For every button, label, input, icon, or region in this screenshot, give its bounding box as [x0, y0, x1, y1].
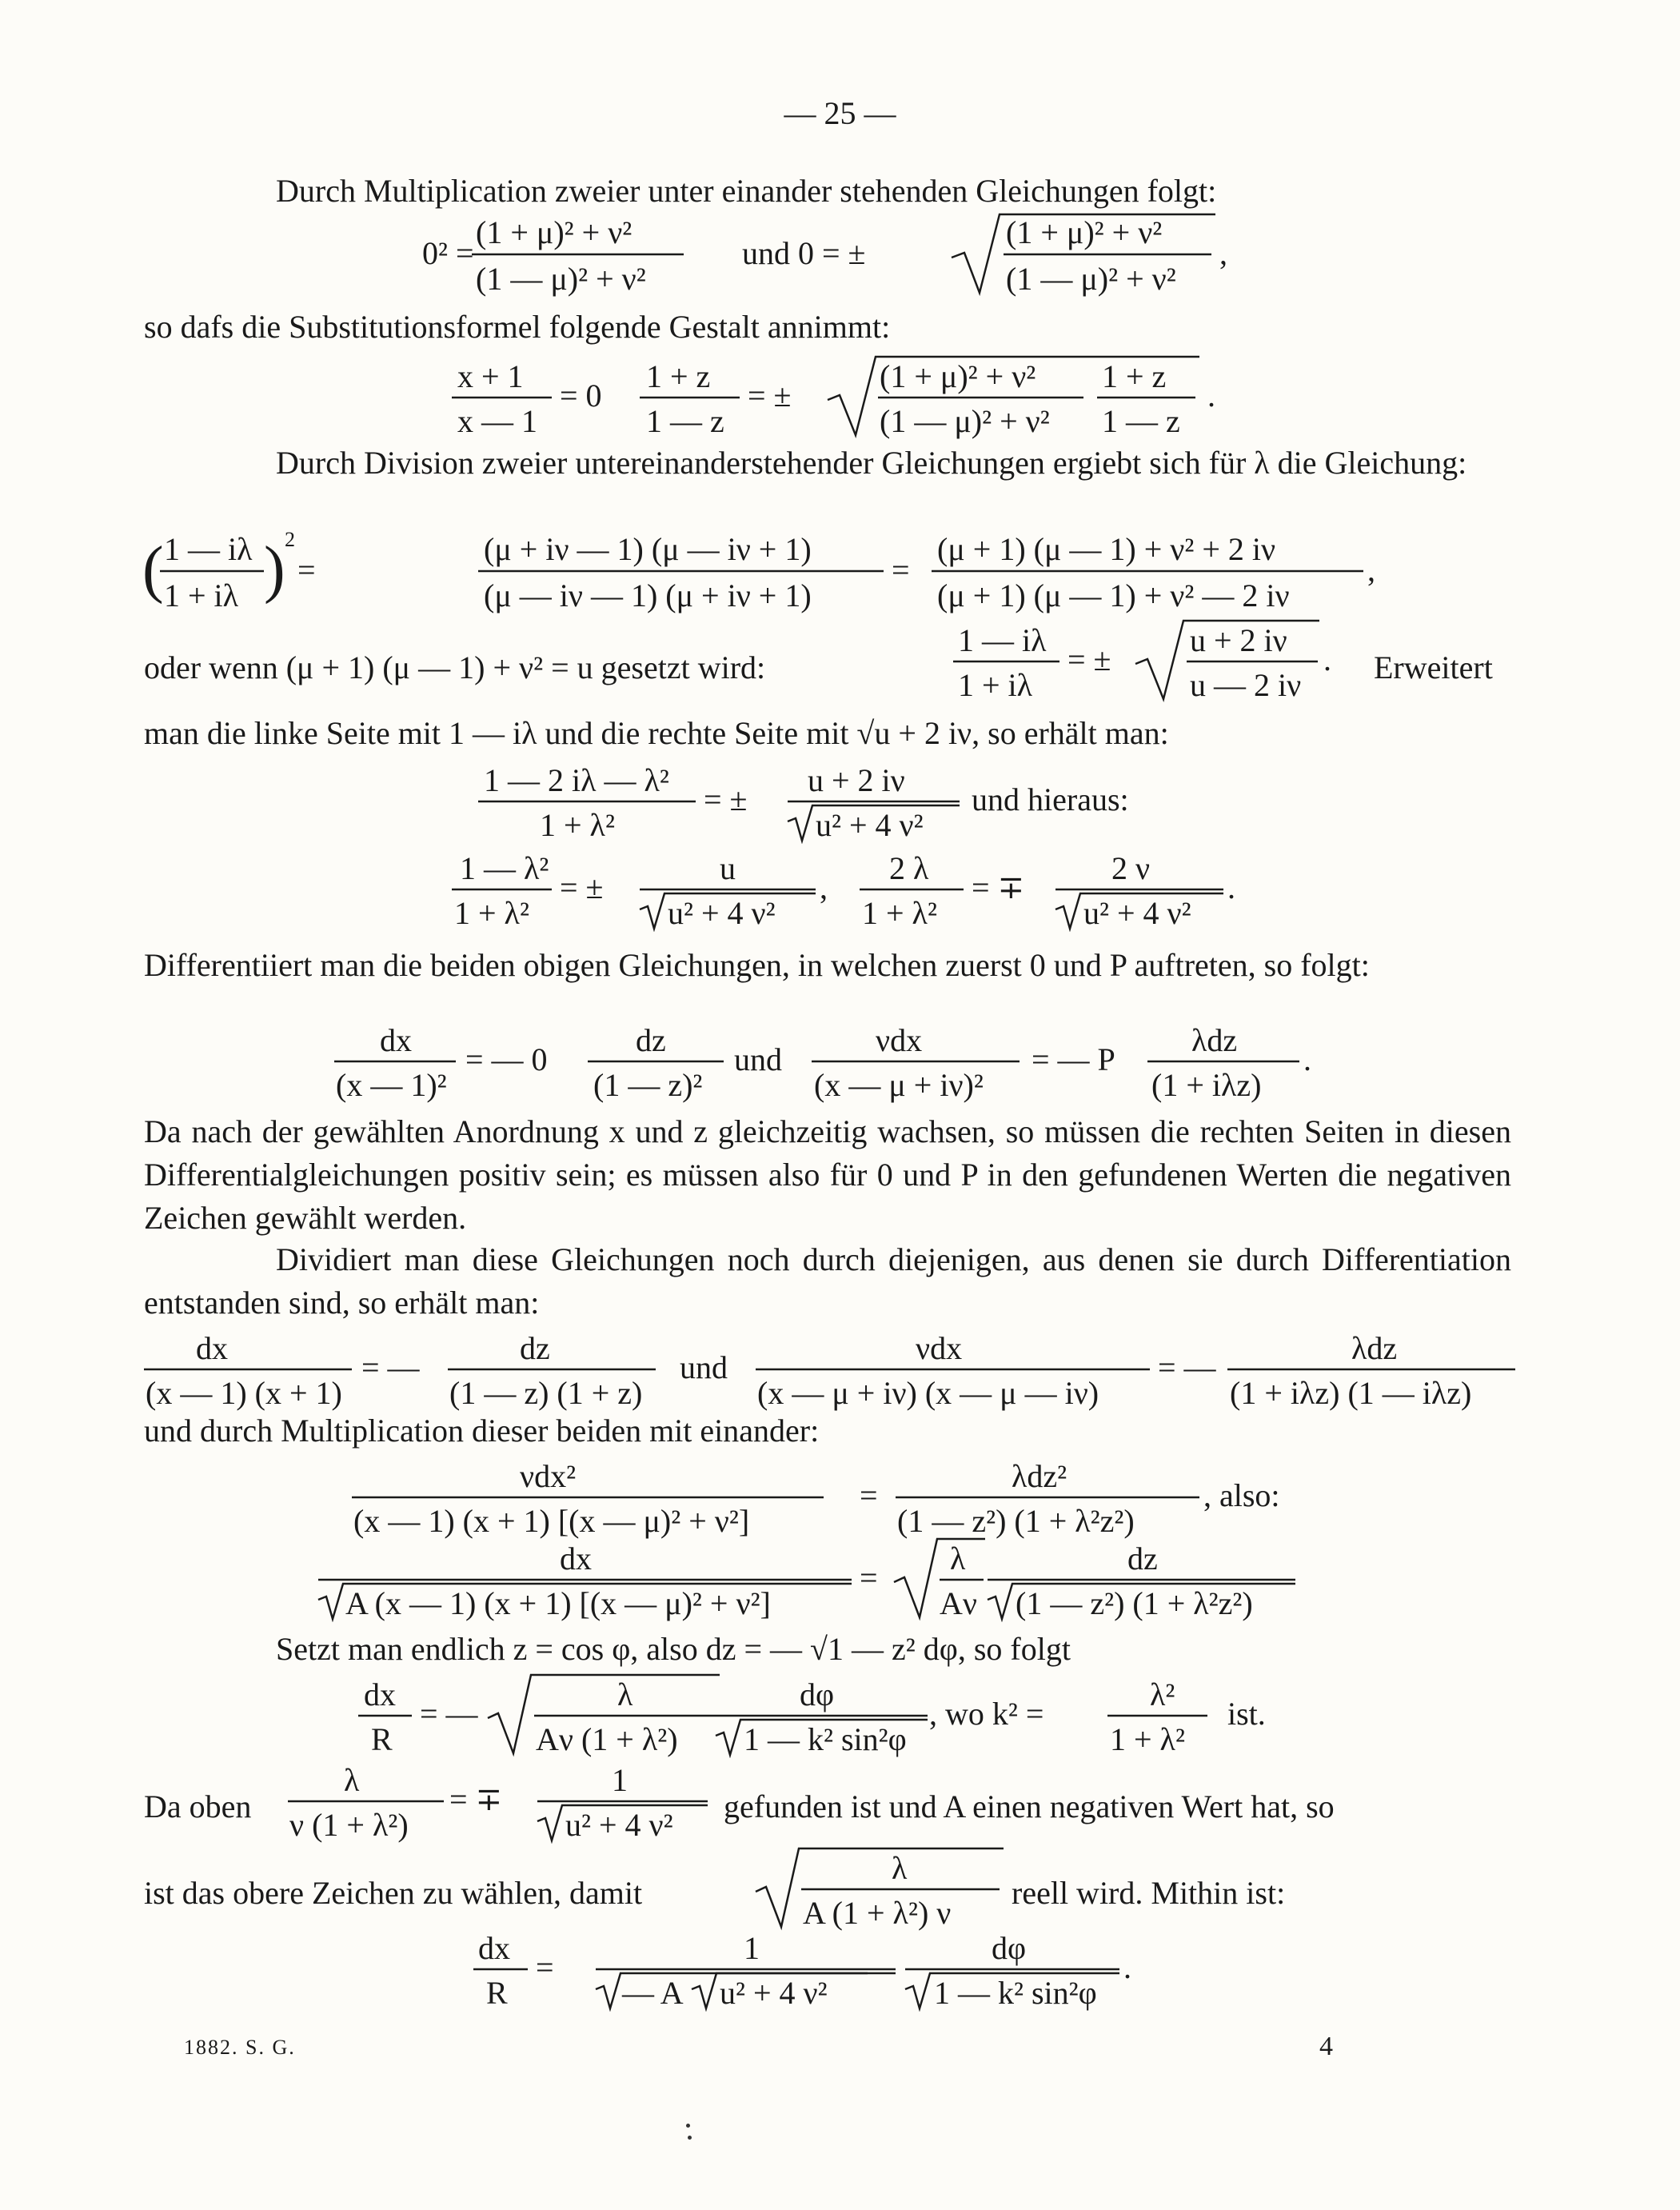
paragraph: Dividiert man diese Gleichungen noch durch diejenigen, aus denen sie durch Differentiation entstanden sind, so erhält man:: [144, 1241, 1511, 1321]
eq-denominator: (1 — μ)² + ν²: [476, 261, 646, 297]
paragraph: Da nach der gewählten Anordnung x und z gleichzeitig wachsen, so müssen die rechten Seiten in diesen Differentialgleichungen positiv sein; es müssen also für 0 und P in den gefundenen Werten die negativen Zeichen gewählt werden.: [144, 1113, 1511, 1236]
eq-text: .: [1303, 1041, 1311, 1077]
eq-denominator: ν (1 + λ²): [289, 1807, 409, 1843]
eq-text: = 0: [560, 378, 602, 414]
eq-numerator: dx: [364, 1676, 396, 1712]
eq-numerator: x + 1: [457, 358, 524, 394]
paragraph: so dafs die Substitutionsformel folgende Gestalt annimmt:: [144, 309, 891, 345]
paragraph: Da oben: [144, 1788, 252, 1824]
eq-text: = ±: [1067, 641, 1111, 677]
eq-denominator: (x — 1)²: [336, 1067, 447, 1103]
equation-5: [0, 756, 1680, 844]
sheet-number: 4: [1319, 2032, 1333, 2061]
eq-denominator: (1 — μ)² + ν²: [1006, 261, 1176, 297]
equation-8: [0, 1324, 1680, 1412]
eq-denominator: (1 — μ)² + ν²: [880, 403, 1050, 439]
paragraph: Differentiiert man die beiden obigen Gleichungen, in welchen zuerst 0 und P auftreten, so folgt:: [144, 947, 1370, 983]
eq-denominator: 1 + λ²: [540, 807, 615, 843]
eq-denominator: (1 — z)²: [593, 1067, 703, 1103]
eq-denominator: (1 — z²) (1 + λ²z²): [897, 1503, 1135, 1539]
eq-denominator: A (x — 1) (x + 1) [(x — μ)² + ν²]: [345, 1585, 771, 1621]
eq-denominator: 1 + λ²: [1110, 1721, 1185, 1757]
eq-denominator: x — 1: [457, 403, 537, 439]
equation-1: [0, 210, 1680, 298]
paragraph: man die linke Seite mit 1 — iλ und die rechte Seite mit √u + 2 iν, so erhält man:: [144, 715, 1169, 751]
eq-numerator: (μ + iν — 1) (μ — iν + 1): [484, 531, 812, 567]
eq-text: und: [734, 1041, 782, 1077]
eq-numerator: dz: [520, 1330, 550, 1366]
eq-numerator: 1 + z: [646, 358, 711, 394]
eq-text: und 0 = ±: [742, 235, 866, 271]
paragraph: und durch Multiplication dieser beiden mit einander:: [144, 1413, 820, 1449]
equation-6: [0, 844, 1680, 932]
eq-numerator: dx: [560, 1541, 592, 1577]
eq-denominator: (1 + iλz): [1151, 1067, 1262, 1103]
ink-speck: [688, 2136, 692, 2140]
eq-denominator: (1 — z) (1 + z): [449, 1375, 643, 1411]
paragraph: Setzt man endlich z = cos φ, also dz = — √1 — z² dφ, so folgt: [276, 1631, 1071, 1667]
eq-denominator: R: [486, 1975, 508, 2011]
eq-text: = — P: [1032, 1041, 1115, 1077]
equation-11: [0, 1670, 1680, 1758]
eq-numerator: dφ: [992, 1930, 1027, 1966]
eq-numerator: u + 2 iν: [808, 762, 905, 798]
eq-denominator: — A: [622, 1975, 684, 2011]
eq-denominator: Aν: [940, 1585, 977, 1621]
eq-text: , also:: [1203, 1477, 1280, 1513]
eq-denominator: (1 + iλz) (1 — iλz): [1230, 1375, 1472, 1411]
eq-text: ist.: [1227, 1696, 1266, 1732]
eq-numerator: λ: [892, 1850, 908, 1886]
eq-text: = ∓: [972, 869, 1025, 905]
page-number: — 25 —: [784, 95, 896, 131]
eq-text: und hieraus:: [972, 781, 1129, 817]
eq-text: = ±: [704, 781, 748, 817]
footer-signature: 1882. S. G.: [184, 2036, 296, 2059]
eq-numerator: λdz: [1191, 1022, 1238, 1058]
eq-text: =: [892, 552, 910, 588]
eq-numerator: dφ: [800, 1676, 835, 1712]
eq-numerator: 2 λ: [889, 850, 929, 886]
eq-text: ,: [1367, 552, 1375, 588]
eq-numerator: νdx²: [520, 1458, 577, 1494]
eq-text: =: [536, 1949, 554, 1985]
eq-numerator: 1 — iλ: [164, 531, 253, 567]
eq-denominator: (x — μ + iν) (x — μ — iν): [757, 1375, 1099, 1411]
eq-denominator: Aν (1 + λ²): [536, 1721, 678, 1757]
eq-text: = —: [1158, 1349, 1216, 1385]
eq-numerator: λ: [950, 1541, 966, 1577]
equation-2: [0, 352, 1680, 440]
eq-denominator: 1 + iλ: [958, 667, 1033, 703]
eq-text: , wo k² =: [929, 1696, 1044, 1732]
equation-7: [0, 1016, 1680, 1104]
eq-denominator: (μ + 1) (μ — 1) + ν² — 2 iν: [937, 577, 1290, 613]
eq-text: = ±: [560, 869, 604, 905]
eq-text: .: [1123, 1949, 1131, 1985]
eq-numerator: λ: [344, 1762, 360, 1798]
equation-14: [0, 1924, 1680, 2012]
eq-numerator: λdz²: [1012, 1458, 1067, 1494]
eq-numerator: dx: [196, 1330, 228, 1366]
eq-text: =: [860, 1477, 878, 1513]
eq-denominator: 1 + λ²: [454, 895, 529, 931]
paragraph: Durch Multiplication zweier unter einander stehenden Gleichungen folgt:: [276, 173, 1217, 209]
eq-numerator: 2 ν: [1111, 850, 1151, 886]
eq-text: = ∓: [449, 1781, 503, 1817]
paragraph: oder wenn (μ + 1) (μ — 1) + ν² = u gesetzt wird:: [144, 649, 766, 685]
eq-text: .: [1207, 378, 1215, 414]
eq-text: .: [1227, 869, 1235, 905]
eq-text: 0² =: [422, 235, 474, 271]
eq-numerator: 1 + z: [1102, 358, 1167, 394]
eq-numerator: (1 + μ)² + ν²: [880, 358, 1036, 394]
eq-numerator: (1 + μ)² + ν²: [1006, 214, 1163, 250]
eq-denominator: u² + 4 ν²: [1083, 895, 1191, 931]
paragraph: gefunden ist und A einen negativen Wert hat, so: [724, 1788, 1335, 1824]
eq-numerator: 1 — λ²: [460, 850, 549, 886]
equation-10: [0, 1534, 1680, 1622]
eq-denominator: u² + 4 ν²: [565, 1807, 673, 1843]
eq-text: und: [680, 1349, 728, 1385]
eq-numerator: u + 2 iν: [1190, 622, 1287, 658]
paragraph: Erweitert: [1374, 649, 1493, 685]
eq-numerator: dz: [636, 1022, 666, 1058]
eq-paren: ): [264, 534, 285, 605]
eq-text: =: [860, 1560, 878, 1596]
eq-numerator: λ: [617, 1676, 633, 1712]
eq-exponent: 2: [285, 528, 295, 551]
eq-denominator: 1 + iλ: [164, 577, 239, 613]
paragraph: reell wird. Mithin ist:: [1012, 1875, 1286, 1911]
eq-denominator: 1 — z: [1102, 403, 1180, 439]
eq-numerator: νdx: [916, 1330, 963, 1366]
eq-numerator: (1 + μ)² + ν²: [476, 214, 632, 250]
eq-numerator: 1 — iλ: [958, 622, 1047, 658]
eq-numerator: u: [720, 850, 736, 886]
eq-denominator: (x — 1) (x + 1) [(x — μ)² + ν²]: [353, 1503, 750, 1539]
eq-denominator: 1 — k² sin²φ: [744, 1721, 907, 1757]
eq-denominator: 1 + λ²: [862, 895, 937, 931]
eq-denominator: (μ — iν — 1) (μ + iν + 1): [484, 577, 812, 613]
equation-3: [0, 526, 1680, 614]
eq-text: .: [1323, 641, 1331, 677]
eq-denominator: 1 — z: [646, 403, 724, 439]
eq-text: = ±: [748, 378, 792, 414]
eq-numerator: 1 — 2 iλ — λ²: [484, 762, 669, 798]
eq-text: =: [297, 552, 316, 588]
eq-denominator: (x — μ + iν)²: [814, 1067, 984, 1103]
eq-text: ,: [820, 869, 828, 905]
eq-numerator: λ²: [1150, 1676, 1175, 1712]
eq-denominator: u² + 4 ν²: [816, 807, 924, 843]
eq-numerator: 1: [744, 1930, 760, 1966]
paragraph: Durch Division zweier untereinanderstehender Gleichungen ergiebt sich für λ die Gleichung:: [276, 445, 1467, 481]
eq-denominator: 1 — k² sin²φ: [934, 1975, 1097, 2011]
eq-paren: (: [142, 534, 164, 605]
eq-text: = — 0: [465, 1041, 548, 1077]
ink-speck: [686, 2124, 690, 2128]
eq-numerator: dx: [380, 1022, 412, 1058]
eq-text: = —: [420, 1696, 478, 1732]
eq-denominator: A (1 + λ²) ν: [803, 1895, 952, 1931]
eq-denominator: (x — 1) (x + 1): [146, 1375, 342, 1411]
eq-numerator: dz: [1127, 1541, 1158, 1577]
eq-numerator: νdx: [876, 1022, 923, 1058]
eq-numerator: dx: [478, 1930, 510, 1966]
equation-9: [0, 1452, 1680, 1540]
eq-text: = —: [361, 1349, 420, 1385]
eq-denominator: u — 2 iν: [1190, 667, 1302, 703]
eq-denominator: R: [371, 1721, 393, 1757]
eq-text: ,: [1219, 235, 1227, 271]
eq-denominator: u² + 4 ν²: [720, 1975, 828, 2011]
paragraph: ist das obere Zeichen zu wählen, damit: [144, 1875, 643, 1911]
eq-denominator: u² + 4 ν²: [668, 895, 776, 931]
eq-numerator: (μ + 1) (μ — 1) + ν² + 2 iν: [937, 531, 1276, 567]
eq-numerator: λdz: [1351, 1330, 1398, 1366]
eq-numerator: 1: [612, 1762, 628, 1798]
eq-denominator: (1 — z²) (1 + λ²z²): [1016, 1585, 1253, 1621]
